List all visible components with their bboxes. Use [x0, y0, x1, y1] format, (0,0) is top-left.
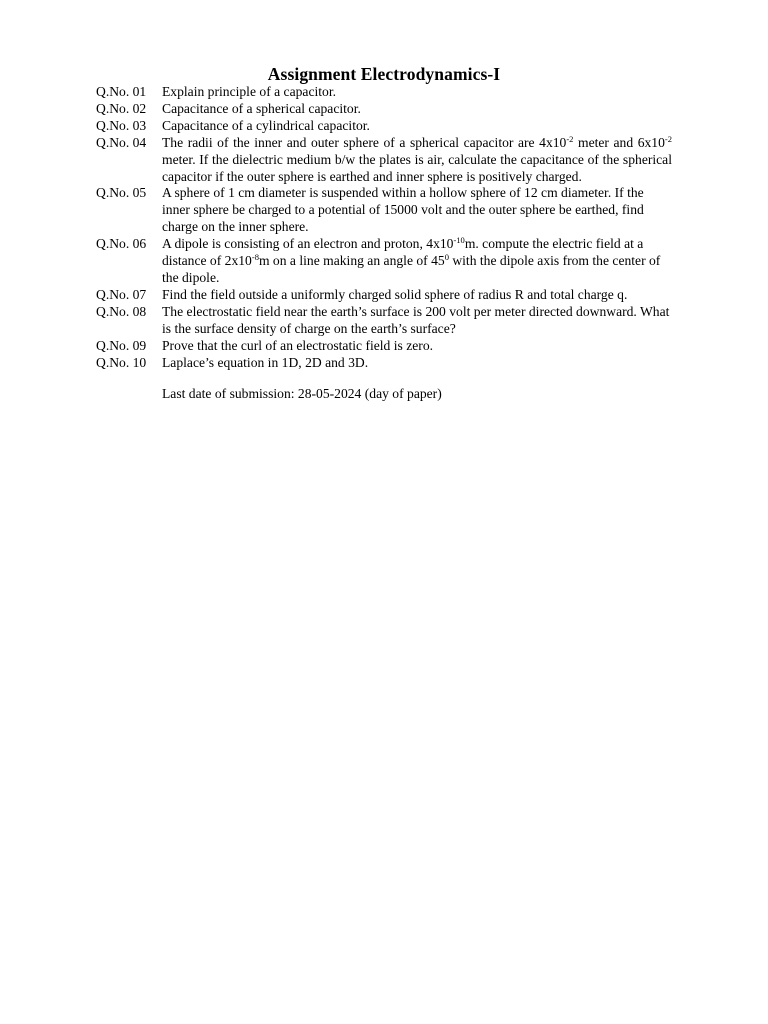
- question-text-part: with the dipole axis from the center of the dipole.: [162, 253, 661, 285]
- exponent: 0: [444, 252, 449, 263]
- question-number: Q.No. 04: [96, 134, 147, 150]
- question-number: Q.No. 10: [96, 354, 147, 370]
- question-item: [96, 338, 672, 355]
- question-text: Capacitance of a spherical capacitor.: [162, 100, 361, 116]
- question-text-part: The radii of the inner and outer sphere of a spherical capacitor are 4x10: [162, 134, 567, 150]
- question-item: [96, 185, 672, 236]
- question-item: [96, 355, 672, 372]
- question-number: Q.No. 01: [96, 84, 147, 99]
- exponent: -2: [664, 133, 672, 144]
- question-text-part: meter. If the dielectric medium b/w the plates is air, calculate the capacitance of the spherical capacitor if the outer sphere is earthed and inner sphere is positively charged.: [162, 151, 672, 184]
- question-text: The electrostatic field near the earth’s surface is 200 volt per meter directed downward. What is the surface density of charge on the earth’s surface?: [162, 303, 670, 336]
- exponent: -2: [566, 133, 574, 144]
- question-number: Q.No. 03: [96, 117, 147, 133]
- question-item: [96, 84, 672, 101]
- question-text: Laplace’s equation in 1D, 2D and 3D.: [162, 354, 369, 370]
- question-text-part: m on a line making an angle of 45: [258, 253, 445, 269]
- page-title: Assignment Electrodynamics-I: [267, 64, 501, 84]
- exponent: -10: [453, 235, 465, 246]
- question-number: Q.No. 06: [96, 236, 147, 252]
- question-text: Capacitance of a cylindrical capacitor.: [162, 117, 370, 133]
- question-number: Q.No. 09: [96, 337, 147, 353]
- question-item: [96, 118, 672, 135]
- question-number: Q.No. 05: [96, 185, 147, 201]
- question-item: [96, 304, 672, 338]
- question-number: Q.No. 02: [96, 100, 147, 116]
- question-item: [96, 287, 672, 304]
- question-text: Prove that the curl of an electrostatic field is zero.: [162, 337, 434, 353]
- question-text: [162, 236, 672, 287]
- question-item: [96, 236, 672, 287]
- question-text-part: m. compute the electric field at a distance of 2x10: [162, 236, 644, 269]
- question-number: Q.No. 07: [96, 286, 147, 302]
- question-item: [96, 101, 672, 118]
- question-text: [162, 135, 672, 186]
- question-list: [96, 84, 672, 371]
- question-text: A sphere of 1 cm diameter is suspended within a hollow sphere of 12 cm diameter. If the inner sphere be charged to a potential of 15000 volt and the outer sphere be earthed, find charge on the inner sphere.: [162, 185, 644, 235]
- question-number: Q.No. 08: [96, 303, 147, 319]
- question-item: [96, 135, 672, 186]
- question-text-part: A dipole is consisting of an electron and proton, 4x10: [162, 236, 454, 252]
- question-text: Find the field outside a uniformly charged solid sphere of radius R and total charge q.: [162, 286, 628, 302]
- question-text: Explain principle of a capacitor.: [162, 84, 337, 99]
- exponent: -8: [251, 252, 259, 263]
- question-text-part: meter and 6x10: [573, 134, 665, 150]
- submission-deadline: Last date of submission: 28-05-2024 (day of paper): [162, 386, 442, 401]
